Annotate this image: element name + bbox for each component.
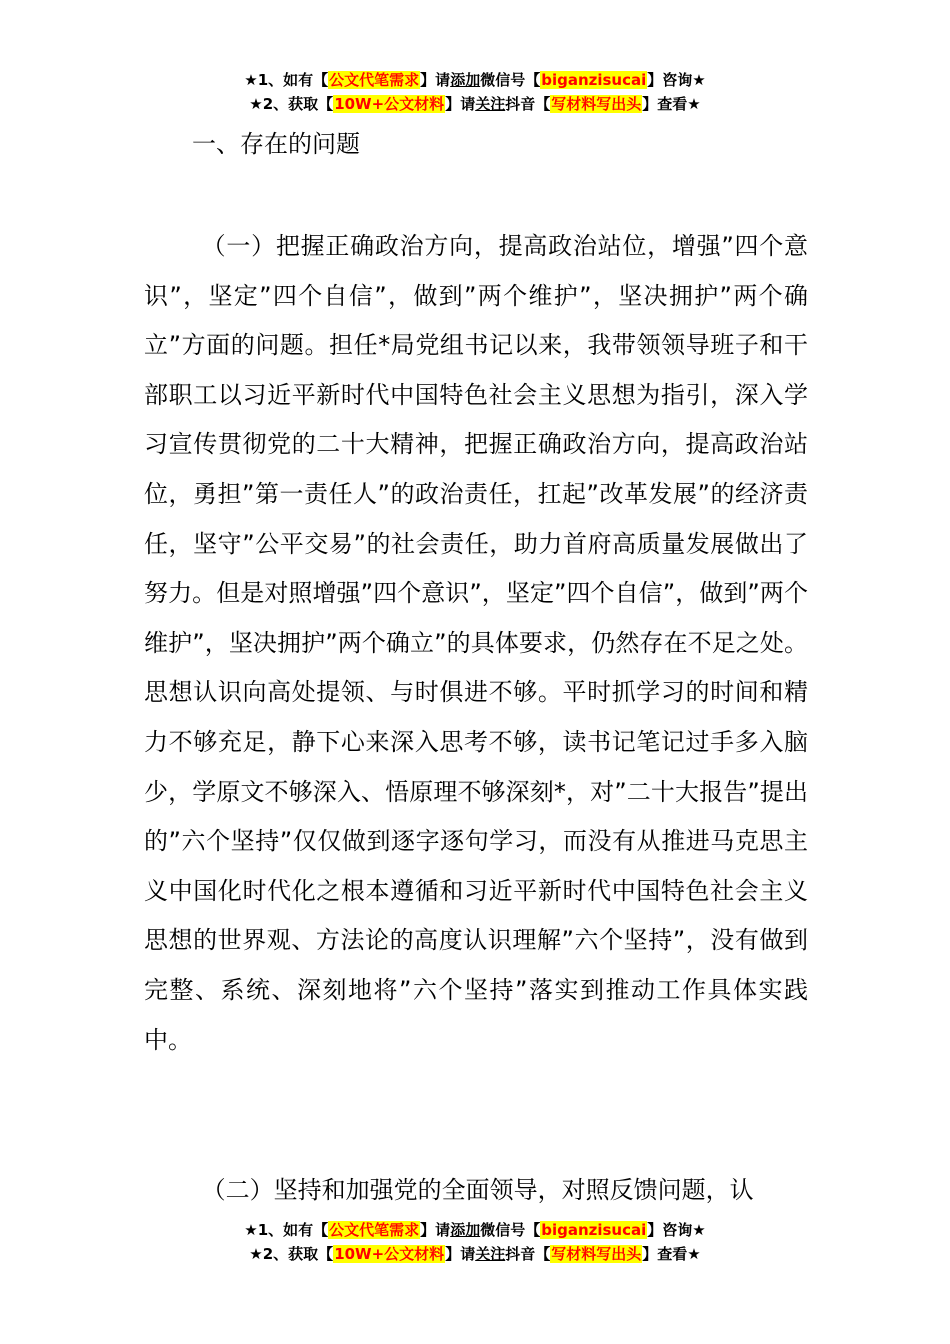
promo-highlight: 写材料写出头	[551, 95, 642, 113]
promo-highlight: 10W+公文材料	[334, 1245, 445, 1263]
footer-promo-banner	[0, 1218, 950, 1266]
promo-underline: 添加	[450, 71, 481, 89]
promo-highlight: 10W+公文材料	[334, 95, 445, 113]
promo-underline: 添加	[450, 1221, 481, 1239]
promo-highlight: 写材料写出头	[551, 1245, 642, 1263]
promo-highlight: biganzisucai	[541, 71, 647, 89]
header-promo-banner	[0, 68, 950, 116]
promo-underline: 关注	[475, 1245, 506, 1263]
promo-highlight: 公文代笔需求	[329, 71, 420, 89]
body-paragraph-1: （一）把握正确政治方向，提高政治站位，增强”四个意识”，坚定”四个自信”，做到”两个维护”，坚决拥护”两个确立”方面的问题。担任*局党组书记以来，我带领领导班子和干部职工以习近平新时代中国特色社会主义思想为指引，深入学习宣传贯彻党的二十大精神，把握正确政治方向，提高政治站位，勇担”第一责任人”的政治责任，扛起”改革发展”的经济责任，坚守”公平交易”的社会责任，助力首府高质量发展做出了努力。但是对照增强”四个意识”，坚定”四个自信”，做到”两个维护”，坚决拥护”两个确立”的具体要求，仍然存在不足之处。思想认识向高处提领、与时俱进不够。平时抓学习的时间和精力不够充足，静下心来深入思考不够，读书记笔记过手多入脑少，学原文不够深入、悟原理不够深刻*，对”二十大报告”提出的”六个坚持”仅仅做到逐字逐句学习，而没有从推进马克思主义中国化时代化之根本遵循和习近平新时代中国特色社会主义思想的世界观、方法论的高度认识理解”六个坚持”，没有做到完整、系统、深刻地将”六个坚持”落实到推动工作具体实践中。	[144, 232, 808, 1054]
promo-line-2: ★2、获取【10W+公文材料】请关注抖音【写材料写出头】查看★	[249, 1245, 701, 1263]
promo-line-1: ★1、如有【公文代笔需求】请添加微信号【biganzisucai】咨询★	[244, 71, 706, 89]
promo-highlight: 公文代笔需求	[329, 1221, 420, 1239]
promo-line-2: ★2、获取【10W+公文材料】请关注抖音【写材料写出头】查看★	[249, 95, 701, 113]
section-heading: 一、存在的问题	[192, 130, 360, 158]
promo-underline: 关注	[475, 95, 506, 113]
promo-highlight: biganzisucai	[541, 1221, 647, 1239]
body-paragraph-2: （二）坚持和加强党的全面领导，对照反馈问题，认	[201, 1176, 754, 1204]
promo-line-1: ★1、如有【公文代笔需求】请添加微信号【biganzisucai】咨询★	[244, 1221, 706, 1239]
